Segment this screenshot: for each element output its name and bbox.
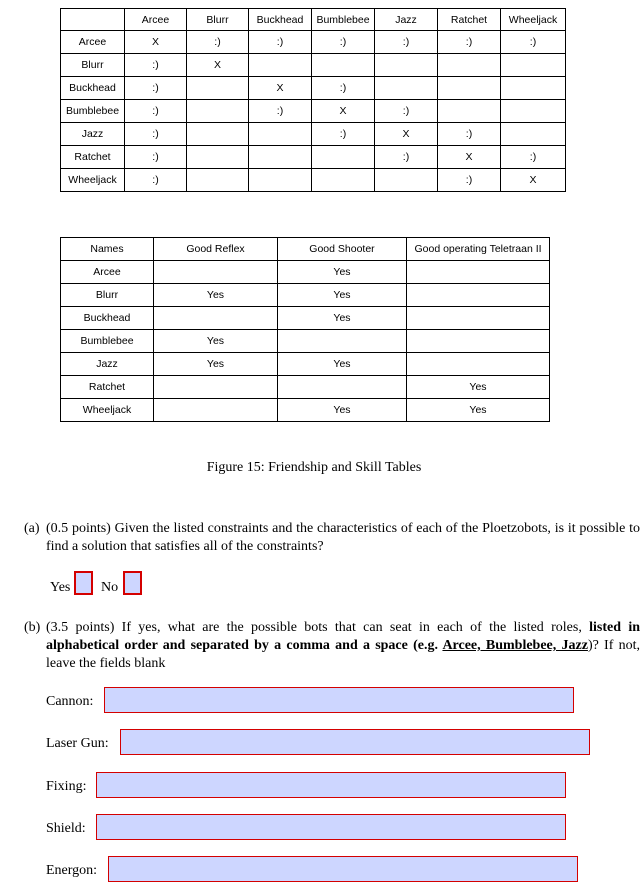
fixing-label: Fixing:	[46, 779, 87, 794]
no-label: No	[101, 580, 119, 595]
friendship-cell	[438, 77, 501, 100]
friendship-cell: :)	[438, 123, 501, 146]
skill-header-cell: Good operating Teletraan II	[407, 238, 550, 261]
friendship-row-label: Ratchet	[61, 146, 125, 169]
friendship-header-cell: Bumblebee	[312, 9, 375, 31]
friendship-cell	[501, 54, 566, 77]
friendship-cell: :)	[125, 146, 187, 169]
friendship-cell: :)	[312, 123, 375, 146]
friendship-cell: :)	[187, 31, 249, 54]
friendship-cell: :)	[438, 31, 501, 54]
skill-header-cell: Good Reflex	[154, 238, 278, 261]
skill-cell: Yes	[278, 261, 407, 284]
skill-row	[61, 261, 550, 284]
friendship-cell	[438, 54, 501, 77]
energon-field[interactable]	[108, 856, 578, 882]
skill-row-label: Blurr	[61, 284, 154, 307]
friendship-cell: :)	[375, 100, 438, 123]
skill-cell: Yes	[154, 284, 278, 307]
skill-cell: Yes	[278, 353, 407, 376]
friendship-row-label: Blurr	[61, 54, 125, 77]
friendship-row-label: Arcee	[61, 31, 125, 54]
friendship-row	[61, 146, 566, 169]
friendship-row	[61, 77, 566, 100]
skill-cell: Yes	[154, 353, 278, 376]
friendship-cell: X	[501, 169, 566, 192]
skill-row	[61, 353, 550, 376]
friendship-cell: X	[187, 54, 249, 77]
skill-row	[61, 284, 550, 307]
friendship-header-cell	[61, 9, 125, 31]
friendship-cell	[312, 54, 375, 77]
skill-cell	[154, 376, 278, 399]
question-b-text-end: )? If not, leave the fields blank	[46, 638, 640, 671]
skill-table	[60, 237, 550, 422]
skill-cell	[154, 399, 278, 422]
skill-cell	[278, 376, 407, 399]
friendship-cell	[501, 100, 566, 123]
shield-label: Shield:	[46, 821, 86, 836]
friendship-cell: :)	[438, 169, 501, 192]
skill-header-row	[61, 238, 550, 261]
skill-cell	[407, 284, 550, 307]
figure-caption: Figure 15: Friendship and Skill Tables	[206, 460, 422, 475]
friendship-cell: :)	[312, 77, 375, 100]
skill-row-label: Buckhead	[61, 307, 154, 330]
laser-gun-label: Laser Gun:	[46, 736, 109, 751]
friendship-cell: :)	[312, 31, 375, 54]
friendship-cell: :)	[125, 169, 187, 192]
friendship-cell: :)	[125, 77, 187, 100]
friendship-cell	[249, 146, 312, 169]
friendship-cell	[375, 77, 438, 100]
friendship-cell	[312, 169, 375, 192]
friendship-cell: :)	[249, 100, 312, 123]
skill-cell	[407, 330, 550, 353]
friendship-cell	[249, 54, 312, 77]
friendship-cell	[438, 100, 501, 123]
friendship-row	[61, 169, 566, 192]
friendship-cell	[312, 146, 375, 169]
skill-cell: Yes	[278, 307, 407, 330]
friendship-cell: :)	[375, 31, 438, 54]
friendship-header-cell: Ratchet	[438, 9, 501, 31]
skill-cell: Yes	[407, 376, 550, 399]
friendship-header-cell: Buckhead	[249, 9, 312, 31]
friendship-row-label: Jazz	[61, 123, 125, 146]
friendship-cell: X	[312, 100, 375, 123]
skill-header-cell: Names	[61, 238, 154, 261]
skill-cell: Yes	[278, 284, 407, 307]
friendship-cell: :)	[249, 31, 312, 54]
shield-field[interactable]	[96, 814, 566, 840]
cannon-label: Cannon:	[46, 694, 94, 709]
friendship-cell	[501, 123, 566, 146]
friendship-cell: X	[438, 146, 501, 169]
friendship-cell	[187, 169, 249, 192]
skill-cell: Yes	[407, 399, 550, 422]
energon-label: Energon:	[46, 863, 98, 878]
friendship-cell: :)	[375, 146, 438, 169]
friendship-cell: X	[375, 123, 438, 146]
question-b-text-start: (3.5 points) If yes, what are the possible bots that can seat in each of the listed roles,	[46, 620, 590, 635]
friendship-header-cell: Blurr	[187, 9, 249, 31]
skill-row-label: Arcee	[61, 261, 154, 284]
friendship-row	[61, 54, 566, 77]
skill-row	[61, 330, 550, 353]
friendship-row	[61, 123, 566, 146]
friendship-header-row	[61, 9, 566, 31]
friendship-cell: :)	[125, 123, 187, 146]
friendship-header-cell: Wheeljack	[501, 9, 566, 31]
skill-cell: Yes	[278, 399, 407, 422]
skill-row-label: Jazz	[61, 353, 154, 376]
skill-cell: Yes	[154, 330, 278, 353]
cannon-field[interactable]	[104, 687, 574, 713]
friendship-row-label: Wheeljack	[61, 169, 125, 192]
skill-cell	[407, 353, 550, 376]
skill-cell	[154, 261, 278, 284]
skill-row-label: Wheeljack	[61, 399, 154, 422]
friendship-cell: X	[249, 77, 312, 100]
friendship-table	[60, 8, 566, 192]
question-b-example: Arcee, Bumblebee, Jazz	[442, 638, 588, 653]
friendship-cell	[187, 77, 249, 100]
question-a-text: (0.5 points) Given the listed constraints and the characteristics of each of the Ploetzobots, is it possible to find a solution that satisfies all of the constraints?	[46, 521, 640, 554]
skill-row	[61, 376, 550, 399]
skill-row-label: Ratchet	[61, 376, 154, 399]
friendship-cell: X	[125, 31, 187, 54]
friendship-cell	[375, 169, 438, 192]
friendship-header-cell: Jazz	[375, 9, 438, 31]
friendship-cell	[187, 146, 249, 169]
question-a-label: (a)	[24, 521, 40, 536]
skill-row-label: Bumblebee	[61, 330, 154, 353]
yes-checkbox[interactable]	[74, 571, 93, 595]
friendship-cell	[249, 169, 312, 192]
friendship-row-label: Buckhead	[61, 77, 125, 100]
skill-header-cell: Good Shooter	[278, 238, 407, 261]
friendship-cell: :)	[125, 54, 187, 77]
skill-row	[61, 307, 550, 330]
skill-cell	[278, 330, 407, 353]
friendship-cell	[249, 123, 312, 146]
question-b-bold: listed in alphabetical order and separated by a comma and a space (e.g.	[46, 620, 640, 653]
question-b-text	[46, 619, 640, 673]
friendship-cell: :)	[501, 146, 566, 169]
friendship-cell: :)	[501, 31, 566, 54]
friendship-row-label: Bumblebee	[61, 100, 125, 123]
skill-row	[61, 399, 550, 422]
fixing-field[interactable]	[96, 772, 566, 798]
friendship-header-cell: Arcee	[125, 9, 187, 31]
friendship-row	[61, 100, 566, 123]
yes-label: Yes	[50, 580, 71, 595]
no-checkbox[interactable]	[123, 571, 142, 595]
skill-cell	[407, 261, 550, 284]
skill-cell	[154, 307, 278, 330]
friendship-cell	[187, 100, 249, 123]
question-b-label: (b)	[24, 620, 41, 635]
friendship-cell	[501, 77, 566, 100]
friendship-row	[61, 31, 566, 54]
skill-cell	[407, 307, 550, 330]
laser-gun-field[interactable]	[120, 729, 590, 755]
friendship-cell	[187, 123, 249, 146]
friendship-cell: :)	[125, 100, 187, 123]
friendship-cell	[375, 54, 438, 77]
